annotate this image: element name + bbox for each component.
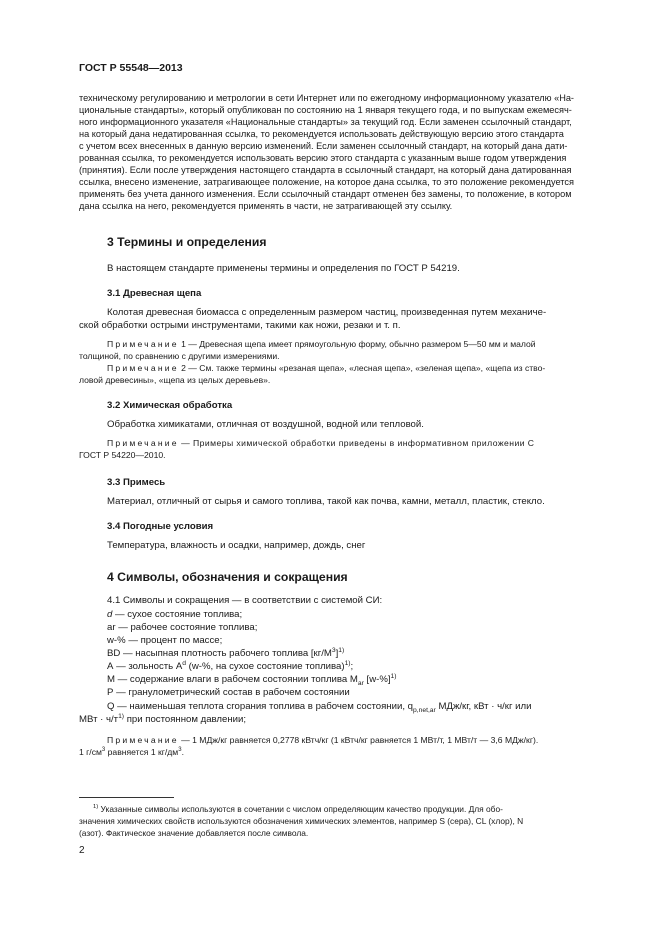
symbol-q-cont — [79, 714, 246, 727]
intro-line: (принятия). Если после утверждения настоящего стандарта в ссылочный стандарт, на который дана датированная — [79, 165, 572, 175]
symbol-a-end: ; — [350, 661, 354, 672]
page-number: 2 — [79, 845, 85, 856]
note-text: — Примеры химической обработки приведены в информативном приложении С — [181, 438, 535, 448]
intro-line: ного информационного указателя «Национальные стандарты» за текущий год. Если заменен ссылочный стандарт, — [79, 117, 572, 127]
intro-line: применять без учета данного изменения. Если ссылочный стандарт отменен без замены, то положение, в котором — [79, 189, 572, 199]
term-3-4-definition: Температура, влажность и осадки, например, дождь, снег — [107, 540, 366, 551]
document-header: ГОСТ Р 55548—2013 — [79, 62, 183, 74]
symbol-m-text: М — содержание влаги в рабочем состоянии топлива М — [107, 674, 358, 685]
intro-line: рованная ссылка, то рекомендуется использовать версию этого стандарта с указанным выше годом утверждения — [79, 153, 567, 163]
symbol-ar: ar — рабочее состояние топлива; — [107, 622, 258, 633]
section-3-heading: 3 Термины и определения — [107, 235, 267, 249]
section-4-heading: 4 Символы, обозначения и сокращения — [107, 570, 348, 584]
note-label: Примечание — [107, 735, 179, 745]
symbol-q — [107, 701, 531, 714]
intro-line: с учетом всех внесенных в данную версию изменений. Если заменен ссылочный стандарт, на который дана дати- — [79, 141, 568, 151]
subscript: p,net,ar — [413, 706, 436, 714]
note-text: . — [181, 747, 184, 757]
term-3-1-heading: 3.1 Древесная щепа — [107, 288, 202, 299]
symbol-q-text: Q — наименьшая теплота сгорания топлива в рабочем состоянии, q — [107, 701, 413, 712]
term-3-2-definition: Обработка химикатами, отличная от воздушной, водной или тепловой. — [107, 419, 424, 430]
symbol-bd — [107, 648, 344, 661]
footnote-ref[interactable]: 1) — [344, 659, 351, 667]
symbol-d-letter: d — [107, 609, 113, 620]
note-label: Примечание — [107, 339, 179, 349]
symbol-bd-text: BD — насыпная плотность рабочего топлива [кг/М — [107, 648, 332, 659]
section-4-note-cont — [79, 746, 184, 758]
symbol-d-text: — сухое состояние топлива; — [112, 609, 243, 620]
section-4-1-intro: 4.1 Символы и сокращения — в соответствии с системой СИ: — [107, 595, 383, 606]
intro-line: дана ссылка на него, рекомендуется применять в части, не затрагивающей эту ссылку. — [79, 201, 453, 211]
footnote — [93, 803, 503, 815]
footnote-rule — [79, 797, 174, 798]
note-label: Примечание — [107, 438, 179, 448]
symbol-a-mid: (w-%, на сухое состояние топлива) — [185, 661, 345, 672]
symbol-q-end: при постоянном давлении; — [124, 714, 247, 725]
symbol-bd-close: ] — [335, 648, 339, 659]
footnote-ref[interactable]: 1) — [118, 712, 125, 720]
term-3-1-note-2 — [107, 362, 545, 374]
footnote-text: Указанные символы используются в сочетании с числом определяющим качество продукции. Для обо- — [98, 804, 503, 814]
intro-line: на который дана недатированная ссылка, то рекомендуется использовать действующую версию этого стандарта — [79, 129, 564, 139]
term-3-3-definition: Материал, отличный от сырья и самого топлива, такой как почва, камни, металл, пластик, стекло. — [107, 496, 545, 507]
note-text: 1 г/см — [79, 747, 102, 757]
note-text: 2 — См. также термины «резаная щепа», «лесная щепа», «зеленая щепа», «щепа из ство- — [181, 363, 546, 373]
superscript: 3 — [331, 646, 336, 654]
term-3-1-note-1-cont: толщиной, по сравнению с другими измерениями. — [79, 351, 280, 361]
note-text: 1 — Древесная щепа имеет прямоугольную форму, обычно размером 5—50 мм и малой — [181, 339, 536, 349]
term-3-2-note-cont: ГОСТ Р 54220—2010. — [79, 450, 166, 460]
symbol-w: w-% — процент по массе; — [107, 635, 223, 646]
intro-line: ссылка, внесено изменение, затрагивающее положение, на которое дана ссылка, то это положение рекомендуется — [79, 177, 574, 187]
note-label: Примечание — [107, 363, 179, 373]
term-3-2-note — [107, 437, 534, 449]
symbol-m — [107, 674, 397, 687]
symbol-a-text: А — зольность А — [107, 661, 183, 672]
note-text: равняется 1 кг/дм — [105, 747, 179, 757]
symbol-a — [107, 661, 353, 674]
term-3-2-heading: 3.2 Химическая обработка — [107, 400, 233, 411]
term-3-1-definition-line: ской обработки острыми инструментами, такими как ножи, резаки и т. п. — [79, 320, 401, 331]
symbol-p: Р — гранулометрический состав в рабочем состоянии — [107, 687, 350, 698]
superscript: d — [182, 659, 186, 667]
symbol-m-mid: [w-%] — [363, 674, 391, 685]
superscript: 3 — [178, 747, 182, 754]
intro-line: циональные стандарты», который опубликован по состоянию на 1 января текущего года, и по выпускам ежемесяч- — [79, 105, 572, 115]
footnote-ref[interactable]: 1) — [338, 646, 345, 654]
term-3-1-note-1 — [107, 338, 536, 350]
term-3-4-heading: 3.4 Погодные условия — [107, 521, 214, 532]
note-text: — 1 МДж/кг равняется 0,2778 кВтч/кг (1 кВтч/кг равняется 1 МВт/т, 1 МВт/т — 3,6 МДж/кг). — [181, 735, 539, 745]
subscript: ar — [357, 679, 364, 687]
section-3-intro: В настоящем стандарте применены термины и определения по ГОСТ Р 54219. — [107, 263, 460, 274]
footnote-ref[interactable]: 1) — [390, 672, 397, 680]
symbol-q-units-cont: МВт · ч/т — [79, 714, 119, 725]
footnote-cont: (азот). Фактическое значение добавляется после символа. — [79, 828, 309, 838]
term-3-3-heading: 3.3 Примесь — [107, 477, 166, 488]
section-4-note — [107, 734, 538, 746]
term-3-1-definition-line: Колотая древесная биомасса с определенным размером частиц, произведенная путем механиче- — [107, 307, 547, 318]
superscript: 3 — [101, 747, 106, 754]
footnote-mark: 1) — [93, 804, 99, 811]
footnote-cont: значения химических свойств используются обозначения химических элементов, например S (сера), CL (хлор), N — [79, 816, 524, 826]
symbol-d — [107, 609, 242, 622]
intro-line: техническому регулированию и метрологии в сети Интернет или по ежегодному информационному указателю «На- — [79, 93, 574, 103]
symbol-q-units: МДж/кг, кВт · ч/кг или — [435, 701, 532, 712]
term-3-1-note-2-cont: ловой древесины», «щепа из целых деревьев». — [79, 375, 271, 385]
